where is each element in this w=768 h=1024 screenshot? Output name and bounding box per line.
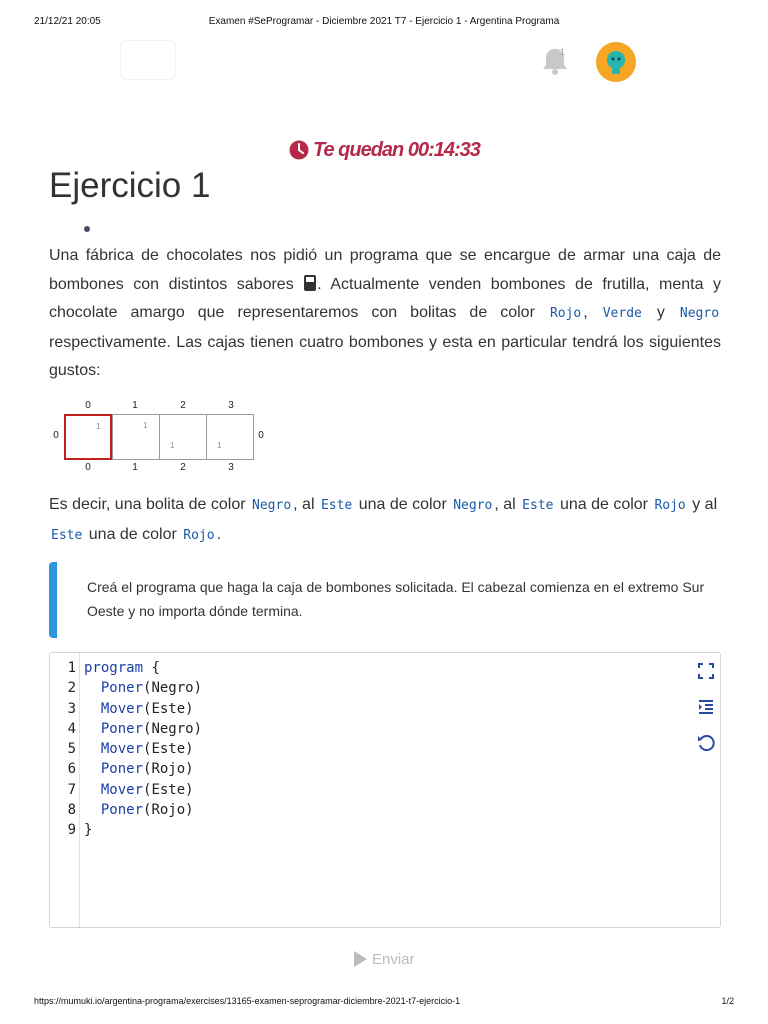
row-label-left: 0 <box>53 430 59 441</box>
code-rest: (Negro) <box>143 680 203 697</box>
format-code-icon[interactable] <box>696 697 716 717</box>
code-keyword: Mover <box>100 741 144 758</box>
color-negro: Negro <box>252 498 292 513</box>
desc-text: . <box>216 525 222 543</box>
code-keyword: Mover <box>100 700 144 717</box>
intro-sep-2: y <box>656 304 665 321</box>
direction-este: Este <box>320 498 353 513</box>
line-numbers <box>50 658 76 841</box>
code-indent <box>84 761 101 777</box>
code-indent <box>84 701 101 717</box>
fullscreen-icon[interactable] <box>696 661 716 681</box>
instructions-callout <box>49 562 721 638</box>
line-number: 2 <box>67 680 76 697</box>
code-rest: } <box>84 822 93 839</box>
intro-text-1: Una fábrica de chocolates nos pidió un programa que se encargue de armar una caja de bombones con distintos sabores <box>49 247 721 293</box>
site-logo[interactable] <box>120 40 176 80</box>
code-line <box>84 719 202 739</box>
col-label-top: 3 <box>228 400 234 411</box>
color-rojo: Rojo <box>549 306 582 321</box>
line-number: 9 <box>67 822 76 839</box>
bullet-dot <box>84 226 90 232</box>
desc-text: , al <box>293 496 315 513</box>
code-line <box>84 820 202 840</box>
board-cell-0 <box>64 414 112 460</box>
desc-text: una de color <box>559 496 648 513</box>
code-indent <box>84 782 101 798</box>
print-footer <box>0 996 768 1010</box>
ball-count: 1 <box>96 422 101 431</box>
gobstones-board <box>48 396 278 476</box>
code-keyword: Poner <box>100 680 144 697</box>
desc-text: , al <box>494 496 516 513</box>
notification-count: 1 <box>560 47 566 57</box>
code-keyword: program <box>84 660 144 676</box>
code-rest: (Este) <box>143 700 194 717</box>
desc-text: una de color <box>358 496 447 513</box>
col-label-top: 1 <box>132 400 138 411</box>
chocolate-icon <box>303 274 317 292</box>
desc-text: una de color <box>88 525 177 543</box>
color-negro: Negro <box>453 498 493 513</box>
callout-text: Creá el programa que haga la caja de bombones solicitada. El cabezal comienza en el extremo Sur Oeste y no importa dónde termina. <box>87 579 705 619</box>
print-datetime: 21/12/21 20:05 <box>34 16 101 27</box>
line-number: 6 <box>67 761 76 778</box>
board-cell-2 <box>159 414 207 460</box>
col-label-top: 2 <box>180 400 186 411</box>
submit-label: Enviar <box>372 950 415 968</box>
direction-este: Este <box>522 498 554 513</box>
code-rest: (Este) <box>143 781 194 798</box>
ball-count: 1 <box>170 441 175 450</box>
code-line <box>84 678 202 698</box>
code-line <box>84 800 202 820</box>
code-line <box>84 739 202 759</box>
code-line <box>84 658 202 678</box>
code-rest: (Este) <box>143 741 194 758</box>
direction-este: Este <box>51 527 83 543</box>
submit-button[interactable] <box>352 950 415 968</box>
col-label-bottom: 2 <box>180 462 186 473</box>
line-number: 7 <box>67 781 76 798</box>
code-rest: (Negro) <box>143 720 203 737</box>
row-label-right: 0 <box>258 430 264 441</box>
line-number: 4 <box>67 720 76 737</box>
code-rest: (Rojo) <box>143 802 194 819</box>
print-header <box>0 16 768 30</box>
color-rojo: Rojo <box>183 527 215 543</box>
code-keyword: Mover <box>100 781 144 798</box>
code-line <box>84 759 202 779</box>
intro-text-2: . Actualmente venden bombones de frutilla, menta y chocolate amargo que representaremos con bolitas de color <box>49 275 721 321</box>
code-keyword: Poner <box>100 761 144 778</box>
line-number: 1 <box>67 660 76 676</box>
board-cell-3 <box>206 414 254 460</box>
col-label-bottom: 0 <box>85 462 91 473</box>
code-line <box>84 780 202 800</box>
clock-icon <box>289 140 309 160</box>
code-editor[interactable] <box>49 652 721 928</box>
reset-icon[interactable] <box>696 733 716 753</box>
ball-count: 1 <box>217 441 222 450</box>
line-number: 3 <box>67 700 76 717</box>
intro-text-3: respectivamente. Las cajas tienen cuatro bombones y esta en particular tendrá los siguientes gustos: <box>49 333 721 379</box>
play-icon <box>352 950 368 968</box>
code-keyword: Poner <box>100 802 144 819</box>
color-negro: Negro <box>679 306 720 321</box>
timer-label: Te quedan 00:14:33 <box>313 138 480 161</box>
code-rest: (Rojo) <box>143 761 194 778</box>
countdown-timer <box>289 138 480 162</box>
code-indent <box>84 741 101 757</box>
intro-sep-1: , <box>583 304 588 321</box>
code-keyword: Poner <box>100 720 144 737</box>
desc-text: Es decir, una bolita de color <box>49 496 246 513</box>
callout-accent <box>49 562 57 638</box>
desc-text: y al <box>692 496 718 513</box>
exercise-intro <box>49 242 721 386</box>
code-indent <box>84 721 101 737</box>
line-number: 8 <box>67 802 76 819</box>
color-rojo: Rojo <box>654 498 686 513</box>
avatar[interactable] <box>596 42 636 82</box>
bell-icon[interactable] <box>538 44 572 78</box>
board-cell-1 <box>112 414 160 460</box>
print-url: https://mumuki.io/argentina-programa/exercises/13165-examen-seprogramar-diciembre-2021-t7-ejercicio-1 <box>34 996 461 1006</box>
code-line <box>84 699 202 719</box>
print-page-number: 1/2 <box>721 996 734 1006</box>
avatar-icon <box>596 42 636 82</box>
code-indent <box>84 680 101 696</box>
code-content[interactable] <box>84 658 202 841</box>
exercise-description <box>49 491 721 550</box>
code-indent <box>84 802 101 818</box>
line-gutter <box>50 653 80 927</box>
print-title: Examen #SeProgramar - Diciembre 2021 T7 - Ejercicio 1 - Argentina Programa <box>208 16 560 27</box>
page-title: Ejercicio 1 <box>49 166 211 205</box>
col-label-bottom: 3 <box>228 462 234 473</box>
code-rest: { <box>143 660 160 676</box>
col-label-bottom: 1 <box>132 462 138 473</box>
line-number: 5 <box>67 741 76 758</box>
ball-count: 1 <box>143 421 148 430</box>
col-label-top: 0 <box>85 400 91 411</box>
color-verde: Verde <box>602 306 642 321</box>
